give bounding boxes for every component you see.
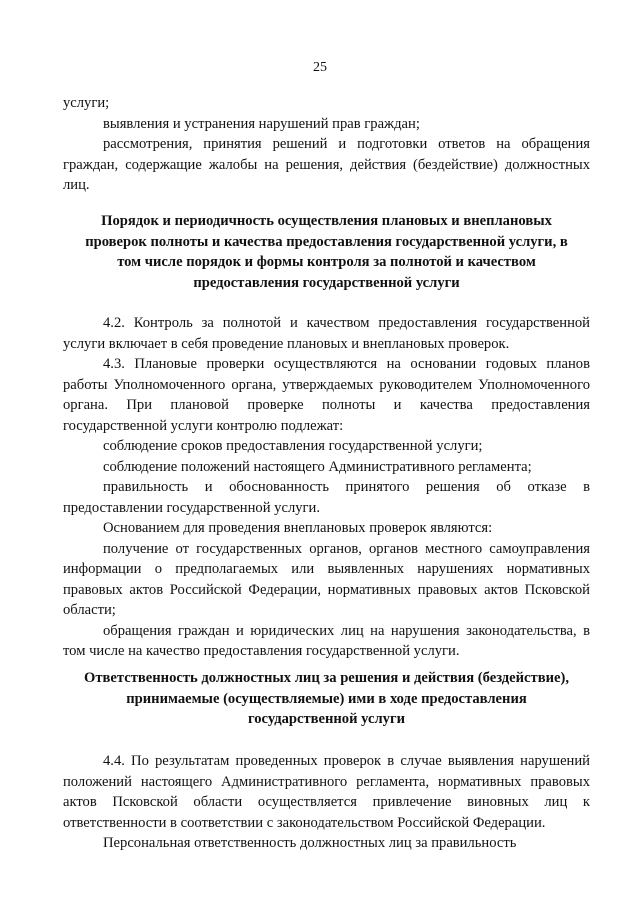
paragraph: 4.2. Контроль за полнотой и качеством предоставления государственной услуги включает в себя проведение плановых и внеплановых проверок.: [63, 315, 590, 352]
paragraph: получение от государственных органов, органов местного самоуправления информации о предполагаемых или выявленных нарушениях нормативных правовых актов Российской Федерации, нормативных правовых актов Псковской области;: [63, 540, 590, 618]
paragraph: обращения граждан и юридических лиц на нарушения законодательства, в том числе на качество предоставления государственной услуги.: [63, 622, 590, 659]
page-number: 25: [313, 60, 327, 75]
text-block-top: [63, 93, 590, 196]
paragraph: соблюдение сроков предоставления государственной услуги;: [103, 438, 483, 454]
paragraph: Персональная ответственность должностных лиц за правильность: [103, 835, 517, 851]
text-block-responsibility: [63, 751, 590, 854]
paragraph: выявления и устранения нарушений прав граждан;: [103, 115, 420, 132]
paragraph: 4.3. Плановые проверки осуществляются на основании годовых планов работы Уполномоченного органа, утверждаемых руководителем Уполномоченного органа. При плановой проверке полноты и качества предоставления государственной услуги контролю подлежат:: [63, 356, 590, 434]
section-heading-responsibility: [63, 668, 590, 730]
paragraph: 4.4. По результатам проведенных проверок в случае выявления нарушений положений настоящего Административного регламента, нормативных правовых актов Псковской области осуществляется привлечение виновных лиц к ответственности в соответствии с законодательством Российской Федерации.: [63, 753, 590, 831]
paragraph: соблюдение положений настоящего Административного регламента;: [103, 458, 532, 475]
section-heading-inspections: [63, 211, 590, 293]
section-heading: Ответственность должностных лиц за решения и действия (бездействие), принимаемые (осуществляемые) ими в ходе предоставления государственной услуги: [84, 670, 569, 727]
section-heading: Порядок и периодичность осуществления плановых и внеплановых проверок полноты и качества предоставления государственной услуги, в том числе порядок и формы контроля за полнотой и качеством предоставления государственной услуги: [85, 213, 568, 291]
paragraph: Основанием для проведения внеплановых проверок являются:: [103, 520, 493, 536]
paragraph: услуги;: [63, 95, 110, 111]
text-block-inspections: [63, 313, 590, 662]
paragraph: правильность и обоснованность принятого решения об отказе в предоставлении государственной услуги.: [63, 479, 590, 516]
paragraph: рассмотрения, принятия решений и подготовки ответов на обращения граждан, содержащие жалобы на решения, действия (бездействие) должностных лиц.: [63, 136, 590, 193]
